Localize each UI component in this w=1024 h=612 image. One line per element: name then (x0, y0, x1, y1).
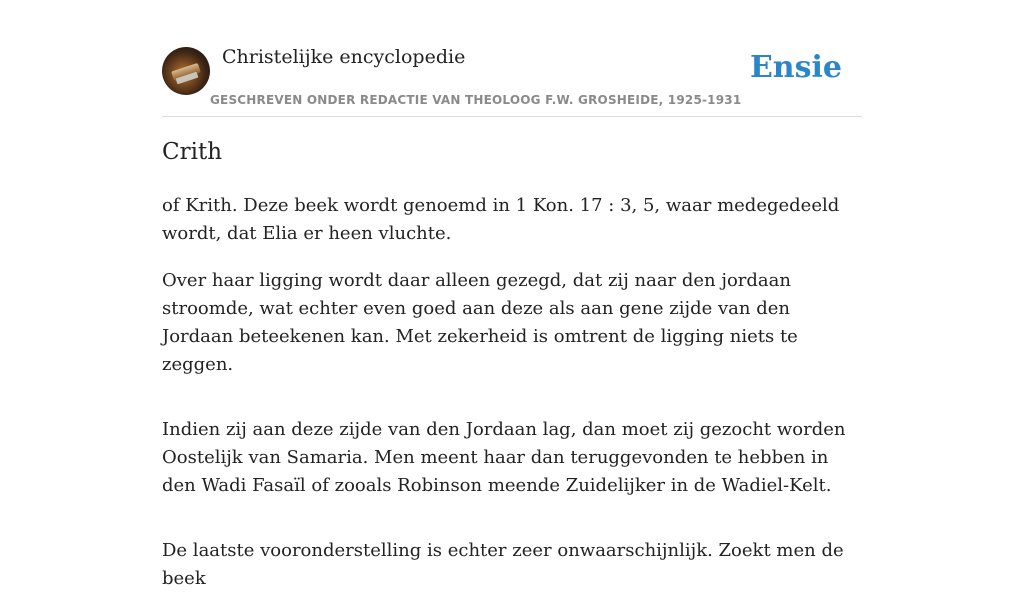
article-paragraph: De laatste vooronderstelling is echter zeer onwaarschijnlijk. Zoekt men de beek (162, 540, 844, 589)
site-title[interactable]: Christelijke encyclopedie (222, 46, 466, 68)
article-paragraph: Indien zij aan deze zijde van den Jordaan lag, dan moet zij gezocht worden Oostelijk van Samaria. Men meent haar dan teruggevonden te hebben in den Wadi Fasaïl of zooals Robinson meende Zuidelijker in de Wadiel-Kelt. (162, 419, 846, 496)
article-paragraph: of Krith. Deze beek wordt genoemd in 1 Kon. 17 : 3, 5, waar medegedeeld wordt, dat Elia er heen vluchte. (162, 195, 840, 244)
site-header (162, 0, 862, 117)
article-paragraph: Over haar ligging wordt daar alleen gezegd, dat zij naar den jordaan stroomde, wat echter even goed aan deze als aan gene zijde van den Jordaan beteekenen kan. Met zekerheid is omtrent de ligging niets te zeggen. (162, 270, 798, 375)
article-title: Crith (162, 139, 223, 165)
ensie-logo[interactable]: Ensie (749, 50, 842, 85)
article-body (162, 192, 862, 612)
site-subtitle: GESCHREVEN ONDER REDACTIE VAN THEOLOOG F.W. GROSHEIDE, 1925-1931 (210, 93, 742, 107)
encyclopedia-avatar-icon[interactable] (162, 47, 210, 95)
